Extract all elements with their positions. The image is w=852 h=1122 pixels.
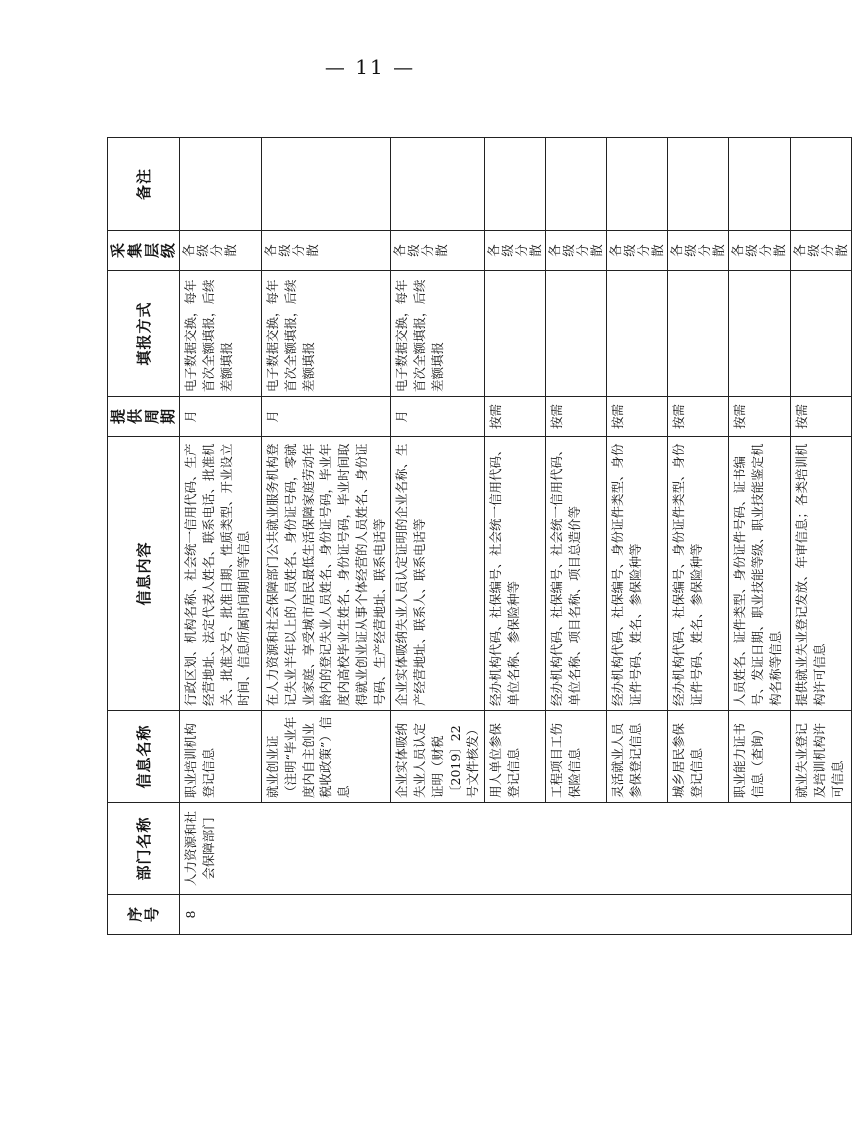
row-remark	[180, 138, 262, 231]
row-info-name: 城乡居民参保登记信息	[668, 711, 729, 803]
header-remark: 备注	[108, 138, 180, 231]
row-level: 各级分散	[607, 231, 668, 271]
row-info-name: 工程项目工伤保险信息	[546, 711, 607, 803]
row-info-name: 就业失业登记及培训机构许可信息	[791, 711, 852, 803]
table-row	[180, 138, 262, 935]
group-seq: 8	[180, 895, 852, 935]
row-content: 人员姓名、证件类型、身份证件号码、证书编号、发证日期、职业技能等级、职业技能鉴定机构名称等信息	[729, 437, 791, 711]
row-period: 按需	[668, 397, 729, 437]
row-info-name: 用人单位参保登记信息	[485, 711, 546, 803]
row-period: 按需	[791, 397, 852, 437]
row-method: 电子数据交换，每年首次全额填报，后续差额填报	[262, 271, 391, 397]
row-remark	[262, 138, 391, 231]
row-period: 月	[180, 397, 262, 437]
row-method	[668, 271, 729, 397]
row-info-name: 就业创业证（注明“毕业年度内自主创业税收政策”）信息	[262, 711, 391, 803]
row-info-name: 企业实体吸纳失业人员认定证明（财税〔2019〕22号文件核发）	[391, 711, 485, 803]
row-content: 经办机构代码、社保编号、身份证件类型、身份证件号码、姓名、参保险种等	[607, 437, 668, 711]
row-remark	[485, 138, 546, 231]
row-info-name: 职业能力证书信息（查询）	[729, 711, 791, 803]
row-content: 企业实体吸纳失业人员认定证明的企业名称、生产经营地址、联系人、联系电话等	[391, 437, 485, 711]
row-level: 各级分散	[180, 231, 262, 271]
row-info-name: 灵活就业人员参保登记信息	[607, 711, 668, 803]
header-period: 提供周期	[108, 397, 180, 437]
group-dept: 人力资源和社会保障部门	[180, 803, 852, 895]
page-number: — 11 —	[324, 54, 416, 79]
row-period: 按需	[485, 397, 546, 437]
row-remark	[729, 138, 791, 231]
row-remark	[668, 138, 729, 231]
row-remark	[607, 138, 668, 231]
row-remark	[391, 138, 485, 231]
row-content: 提供就业失业登记发放、年审信息；各类培训机构许可信息	[791, 437, 852, 711]
row-method	[791, 271, 852, 397]
row-remark	[546, 138, 607, 231]
row-level: 各级分散	[262, 231, 391, 271]
row-remark	[791, 138, 852, 231]
header-method: 填报方式	[108, 271, 180, 397]
row-method	[546, 271, 607, 397]
header-info-name: 信息名称	[108, 711, 180, 803]
row-info-name: 职业培训机构登记信息	[180, 711, 262, 803]
row-level: 各级分散	[668, 231, 729, 271]
info-table	[107, 137, 852, 935]
row-level: 各级分散	[391, 231, 485, 271]
row-level: 各级分散	[485, 231, 546, 271]
row-method	[729, 271, 791, 397]
row-period: 按需	[729, 397, 791, 437]
row-period: 按需	[607, 397, 668, 437]
header-row	[108, 138, 180, 935]
header-seq: 序号	[108, 895, 180, 935]
header-level: 采集层级	[108, 231, 180, 271]
row-method	[485, 271, 546, 397]
row-period: 月	[391, 397, 485, 437]
row-content: 在人力资源和社会保障部门公共就业服务机构登记失业半年以上的人员姓名、身份证号码，零就业家庭、享受城市居民最低生活保障家庭劳动年龄内的登记失业人员姓名、身份证号码，毕业年度内高校毕业生姓名、身份证号码，毕业时间取得就业创业证从事个体经营的人员姓名、身份证号码、生产经营地址、联系电话等	[262, 437, 391, 711]
row-content: 经办机构代码、社保编号、身份证件类型、身份证件号码、姓名、参保险种等	[668, 437, 729, 711]
row-content: 经办机构代码、社保编号、社会统一信用代码、单位名称、参保险种等	[485, 437, 546, 711]
row-content: 经办机构代码、社保编号、社会统一信用代码、单位名称、项目名称、项目总造价等	[546, 437, 607, 711]
row-method	[607, 271, 668, 397]
row-period: 月	[262, 397, 391, 437]
row-period: 按需	[546, 397, 607, 437]
row-level: 各级分散	[546, 231, 607, 271]
row-content: 行政区划、机构名称、社会统一信用代码、生产经营地址、法定代表人姓名、联系电话、批准机关、批准文号、批准日期、性质类型、开业设立时间、信息所属时间期间等信息	[180, 437, 262, 711]
row-method: 电子数据交换，每年首次全额填报，后续差额填报	[391, 271, 485, 397]
row-level: 各级分散	[729, 231, 791, 271]
header-content: 信息内容	[108, 437, 180, 711]
header-dept: 部门名称	[108, 803, 180, 895]
row-level: 各级分散	[791, 231, 852, 271]
row-method: 电子数据交换，每年首次全额填报，后续差额填报	[180, 271, 262, 397]
